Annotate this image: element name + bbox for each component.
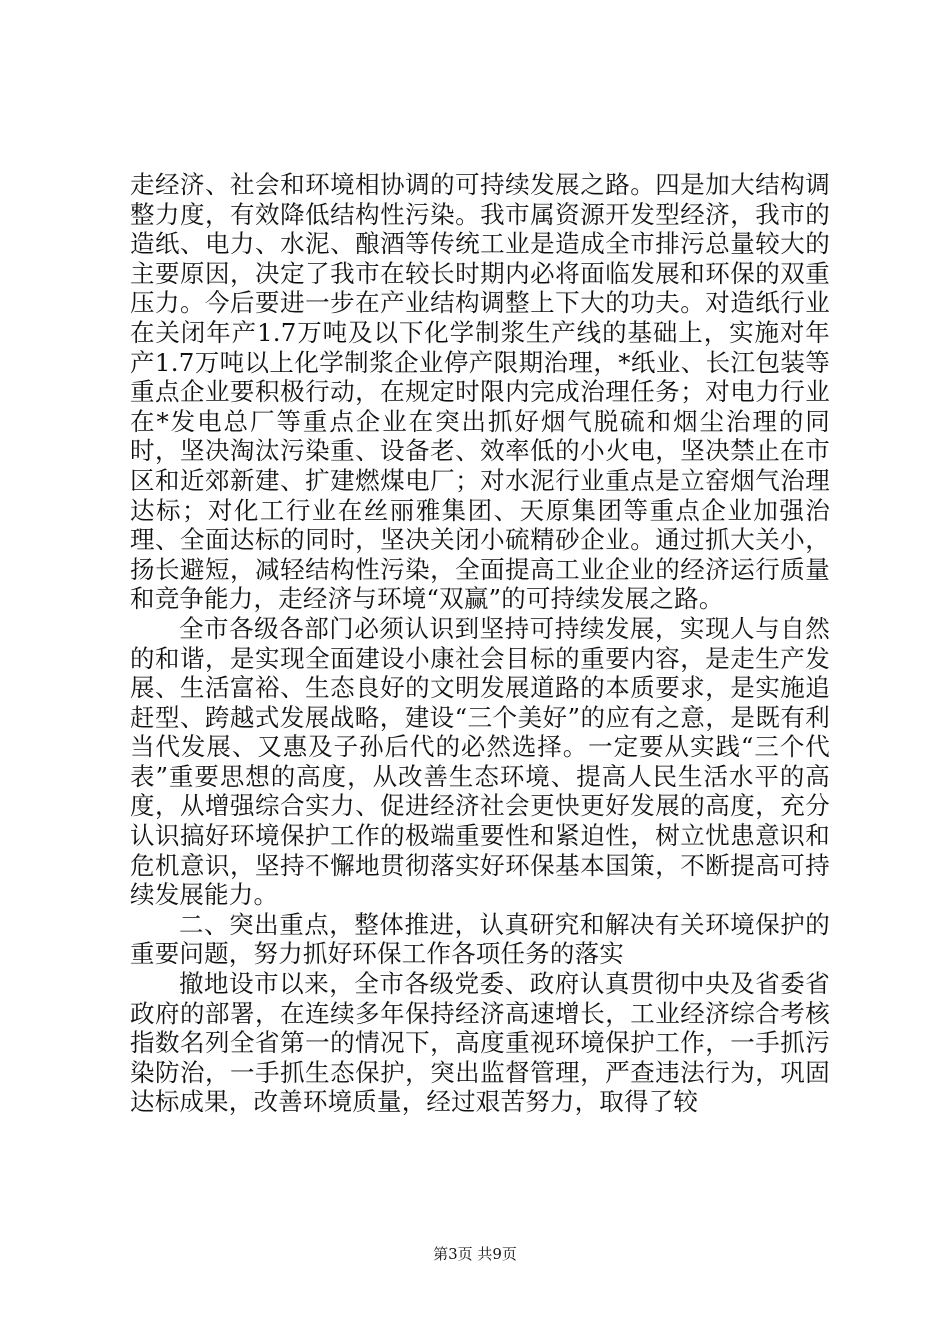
paragraph-2: 全市各级各部门必须认识到坚持可持续发展，实现人与自然的和谐，是实现全面建设小康社会目标的重要内容，是走生产发展、生活富裕、生态良好的文明发展道路的本质要求，是实施追赶型、跨越式发展战略，建设“三个美好”的应有之意，是既有利当代发展、又惠及子孙后代的必然选择。一定要从实践“三个代表”重要思想的高度，从改善生态环境、提高人民生活水平的高度，从增强综合实力、促进经济社会更快更好发展的高度，充分认识搞好环境保护工作的极端重要性和紧迫性，树立忧患意识和危机意识，坚持不懈地贯彻落实好环保基本国策，不断提高可持续发展能力。 [130, 613, 830, 910]
paragraph-3: 撤地设市以来，全市各级党委、政府认真贯彻中央及省委省政府的部署，在连续多年保持经济高速增长，工业经济综合考核指数名列全省第一的情况下，高度重视环境保护工作，一手抓污染防治，一手抓生态保护，突出监督管理，严查违法行为，巩固达标成果，改善环境质量，经过艰苦努力，取得了较 [130, 969, 830, 1117]
paragraph-1: 走经济、社会和环境相协调的可持续发展之路。四是加大结构调整力度，有效降低结构性污染。我市属资源开发型经济，我市的造纸、电力、水泥、酿酒等传统工业是造成全市排污总量较大的主要原因，决定了我市在较长时期内必将面临发展和环保的双重压力。今后要进一步在产业结构调整上下大的功夫。对造纸行业在关闭年产1.7万吨及以下化学制浆生产线的基础上，实施对年产1.7万吨以上化学制浆企业停产限期治理，*纸业、长江包装等重点企业要积极行动，在规定时限内完成治理任务；对电力行业在*发电总厂等重点企业在突出抓好烟气脱硫和烟尘治理的同时，坚决淘汰污染重、设备老、效率低的小火电，坚决禁止在市区和近郊新建、扩建燃煤电厂；对水泥行业重点是立窑烟气治理达标；对化工行业在丝丽雅集团、天原集团等重点企业加强治理、全面达标的同时，坚决关闭小硫精砂企业。通过抓大关小，扬长避短，减轻结构性污染，全面提高工业企业的经济运行质量和竞争能力，走经济与环境“双赢”的可持续发展之路。 [130, 170, 830, 614]
page-number-footer: 第3页 共9页 [433, 1245, 517, 1263]
section-heading-2: 二、突出重点，整体推进，认真研究和解决有关环境保护的重要问题，努力抓好环保工作各项任务的落实 [130, 909, 830, 969]
document-body [130, 170, 830, 1117]
